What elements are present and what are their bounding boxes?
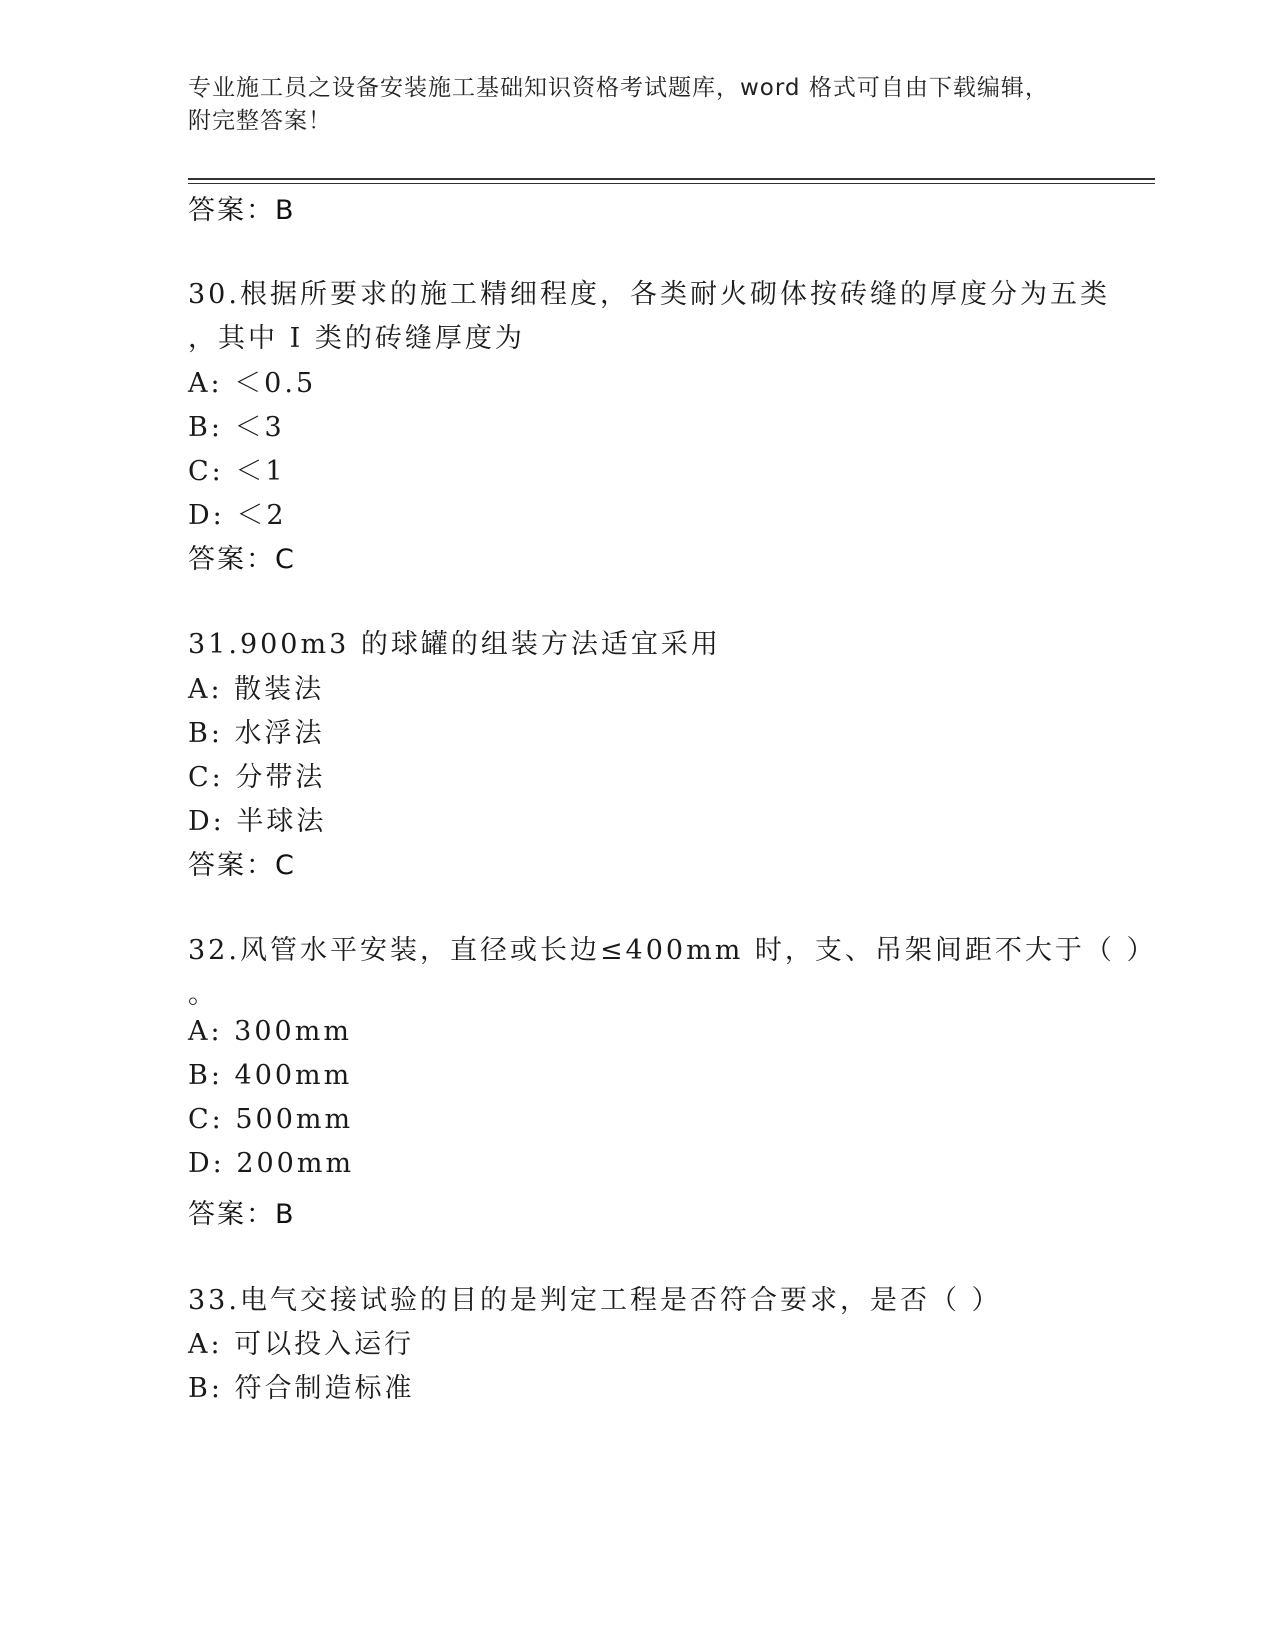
- document-header: [188, 72, 1088, 138]
- question-32-option-b: B: 400mm: [188, 1060, 353, 1091]
- question-33-option-b: B: 符合制造标准: [188, 1373, 415, 1404]
- question-31-answer: 答案：C: [188, 850, 296, 881]
- header-divider-thick: [188, 178, 1155, 180]
- header-divider-thin: [188, 183, 1155, 184]
- question-31-stem-line-1: 31.900m3 的球罐的组装方法适宜采用: [188, 629, 721, 660]
- question-31-option-a: A: 散装法: [188, 674, 325, 705]
- question-32-option-a: A: 300mm: [188, 1016, 352, 1047]
- question-32-stem-line-1: 32.风管水平安装，直径或长边≤400mm 时，支、吊架间距不大于（ ）: [188, 935, 1157, 966]
- header-line-1: 专业施工员之设备安装施工基础知识资格考试题库，word 格式可自由下载编辑，: [188, 75, 1049, 101]
- question-32-option-d: D: 200mm: [188, 1148, 355, 1179]
- previous-answer: 答案：B: [188, 195, 296, 226]
- question-31-option-d: D: 半球法: [188, 806, 327, 837]
- question-32-stem-line-2: 。: [188, 979, 218, 1010]
- question-32-answer: 答案：B: [188, 1199, 296, 1230]
- question-30-option-a: A: ＜0.5: [188, 368, 317, 399]
- question-30-option-d: D: ＜2: [188, 500, 287, 531]
- question-33-stem-line-1: 33.电气交接试验的目的是判定工程是否符合要求，是否（ ）: [188, 1285, 1002, 1316]
- header-line-2: 附完整答案！: [188, 108, 332, 134]
- question-30-option-b: B: ＜3: [188, 412, 285, 443]
- question-31-option-c: C: 分带法: [188, 762, 326, 793]
- question-30-answer: 答案：C: [188, 544, 296, 575]
- question-30-stem-line-1: 30.根据所要求的施工精细程度，各类耐火砌体按砖缝的厚度分为五类: [188, 279, 1110, 310]
- question-33-option-a: A: 可以投入运行: [188, 1329, 415, 1360]
- question-30-option-c: C: ＜1: [188, 456, 286, 487]
- question-32-option-c: C: 500mm: [188, 1104, 354, 1135]
- question-30-stem-line-2: ，其中 I 类的砖缝厚度为: [188, 323, 525, 354]
- question-31-option-b: B: 水浮法: [188, 718, 325, 749]
